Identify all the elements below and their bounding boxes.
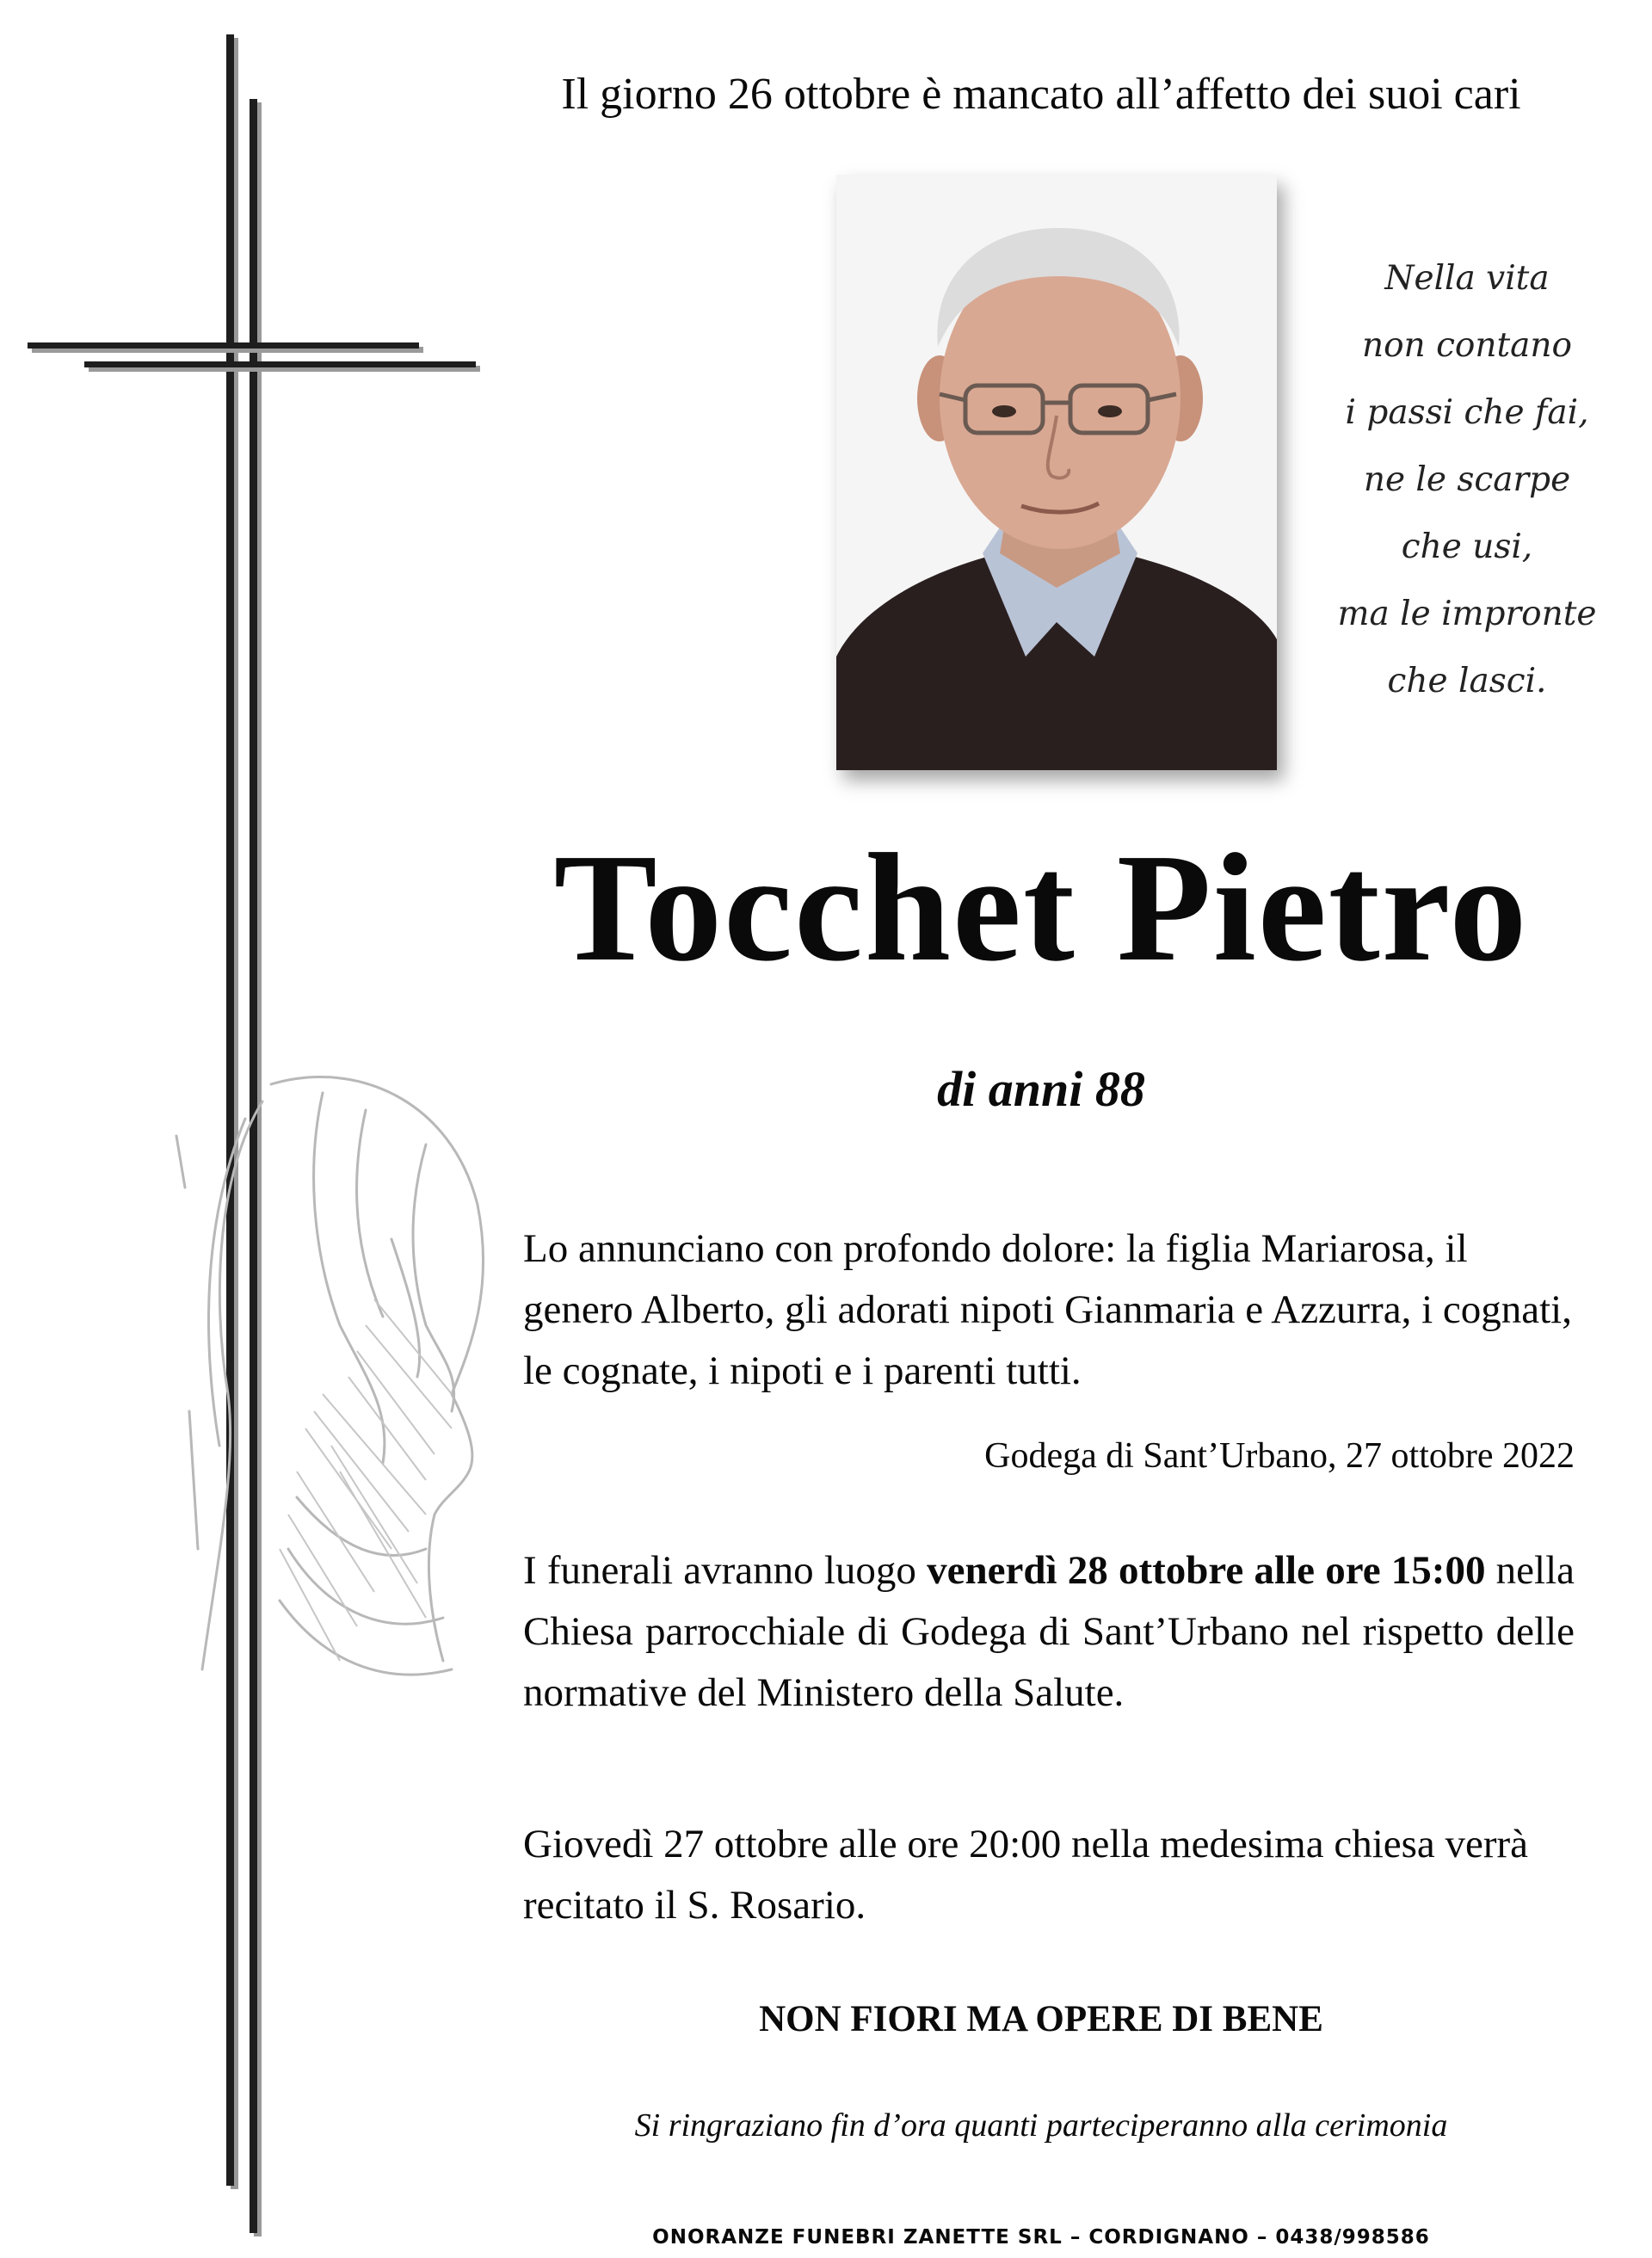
cross-horizontal-bar-front (28, 342, 419, 349)
quote-line: che lasci. (1387, 662, 1547, 700)
funeral-home-footer: ONORANZE FUNEBRI ZANETTE SRL – CORDIGNANO – 0438/998586 (652, 2226, 1430, 2249)
quote-line: i passi che fai, (1345, 393, 1589, 432)
funeral-text-end: nella Chiesa parrocchiale di Godega di Sant’Urbano nel rispetto delle normative del Ministero della Salute. (523, 1548, 1575, 1715)
no-flowers-notice: NON FIORI MA OPERE DI BENE (759, 1999, 1323, 2039)
quote-line: ne le scarpe (1363, 460, 1571, 499)
funeral-details (523, 1540, 1575, 1724)
rosary-details: Giovedì 27 ottobre alle ore 20:00 nella medesima chiesa verrà recitato il S. Rosario. (523, 1822, 1529, 1928)
thanks-note: Si ringraziano fin d’ora quanti parteciperanno alla cerimonia (634, 2107, 1448, 2144)
funeral-date-time: venerdì 28 ottobre alle ore 15:00 (927, 1548, 1486, 1593)
family-announcement: Lo annunciano con profondo dolore: la figlia Mariarosa, il genero Alberto, gli adorati nipoti Gianmaria e Azzurra, i cognati, le cognate, i nipoti e i parenti tutti. (523, 1226, 1572, 1393)
death-announcement-line: Il giorno 26 ottobre è mancato all’affetto dei suoi cari (561, 70, 1521, 119)
funeral-text-start: I funerali avranno luogo (523, 1548, 928, 1593)
place-and-date: Godega di Sant’Urbano, 27 ottobre 2022 (984, 1436, 1575, 1476)
deceased-name: Tocchet Pietro (553, 822, 1529, 993)
quote-line: non contano (1361, 326, 1573, 365)
quote-line: Nella vita (1384, 259, 1550, 298)
deceased-portrait-photo (836, 175, 1277, 770)
christ-sketch-icon (168, 1067, 495, 1704)
cross-horizontal-bar-back (84, 361, 476, 367)
quote-line: che usi, (1401, 527, 1533, 566)
quote-line: ma le impronte (1337, 595, 1597, 633)
memorial-quote (1325, 245, 1609, 715)
deceased-age: di anni 88 (937, 1061, 1145, 1117)
